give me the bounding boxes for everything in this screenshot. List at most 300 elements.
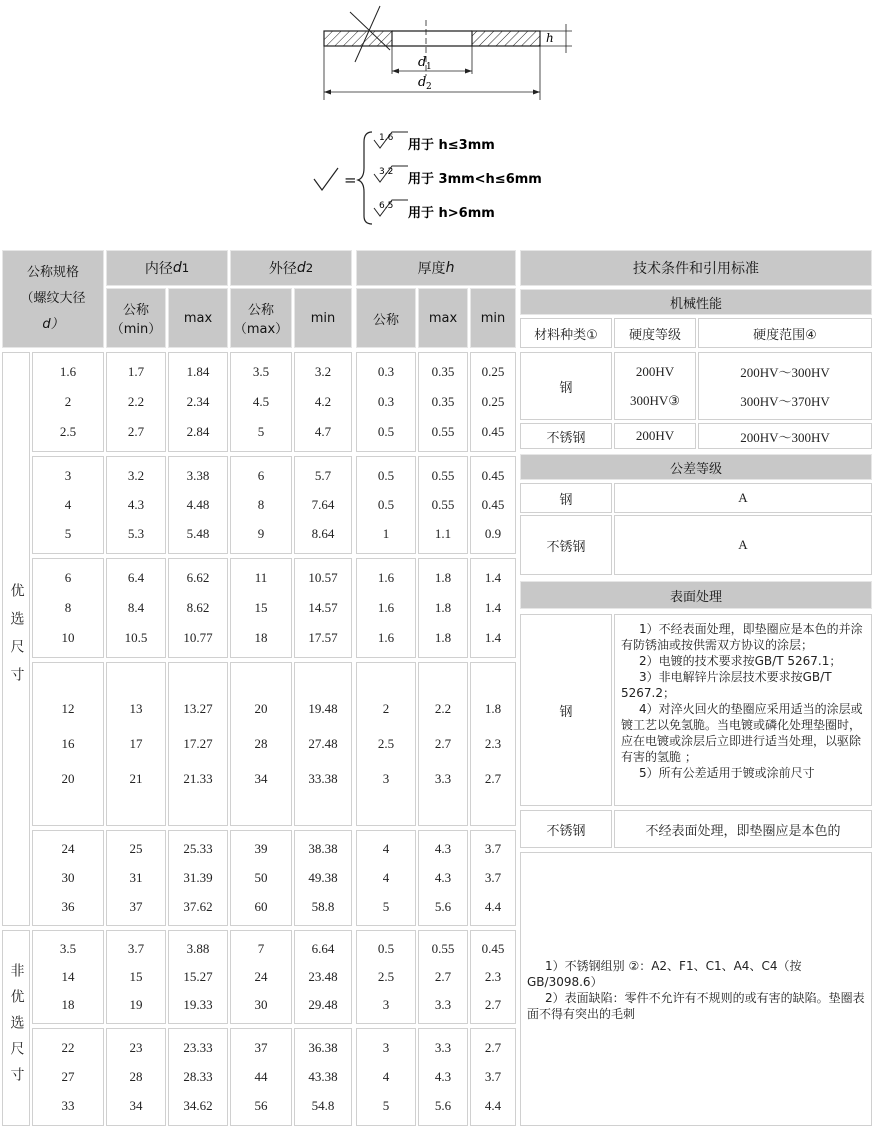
value-hmin: 2.7 [484, 1039, 502, 1055]
surf-item-5: 5）所有公差适用于镀或涂前尺寸 [639, 766, 815, 780]
value-hmax: 2.7 [434, 969, 452, 984]
cell-hmax [418, 352, 468, 452]
value-d1max: 2.84 [186, 424, 210, 439]
cell-hmin [470, 930, 516, 1024]
value-d2: 5 [257, 424, 265, 439]
group-nonpreferred-label: 非优选尺寸 [8, 963, 25, 1093]
value-h: 0.5 [377, 467, 395, 483]
value-d1max: 1.84 [186, 364, 210, 379]
washer-spec-table [0, 242, 884, 1140]
value-d2min: 43.38 [308, 1068, 338, 1084]
cell-d1 [106, 930, 166, 1024]
value-hmin: 3.7 [484, 1068, 502, 1084]
mech-col-material-label: 材料种类① [534, 327, 598, 343]
value-d1max: 23.33 [183, 1039, 213, 1055]
value-h: 3 [382, 997, 390, 1012]
mech-ss-range-value: 200HV～300HV [740, 429, 830, 445]
header-inner-dia [106, 250, 228, 286]
value-hmin: 0.45 [481, 941, 505, 956]
value-d: 30 [61, 869, 75, 885]
value-d2: 37 [254, 1039, 268, 1055]
value-hmin: 1.4 [484, 630, 502, 645]
value-h: 3 [382, 771, 390, 786]
surf-steel [520, 614, 612, 806]
col-outer-min [294, 288, 352, 348]
cell-d1max [168, 352, 228, 452]
tol-title-label: 公差等级 [669, 461, 722, 477]
value-d2min: 8.64 [311, 526, 335, 542]
group-preferred-label: 优选尺寸 [8, 583, 25, 695]
value-d2min: 7.64 [311, 496, 335, 512]
value-d2: 28 [254, 736, 268, 751]
value-hmax: 3.3 [434, 997, 452, 1012]
mech-col-grade-label: 硬度等级 [628, 327, 681, 343]
value-d2: 18 [254, 630, 268, 645]
cell-d [32, 1028, 104, 1126]
value-d2: 7 [257, 941, 265, 956]
surf-title-label: 表面处理 [669, 589, 722, 605]
value-d2min: 58.8 [311, 898, 335, 914]
header-spec-d: d） [42, 317, 64, 332]
value-d2min: 3.2 [314, 364, 332, 379]
cell-hmax [418, 930, 468, 1024]
tol-stainless [520, 515, 612, 575]
value-d2min: 54.8 [311, 1098, 335, 1114]
cell-hmin [470, 830, 516, 926]
mech-grade-2: 300HV③ [630, 392, 680, 408]
value-d1: 37 [129, 898, 143, 914]
cell-h [356, 352, 416, 452]
value-d2: 50 [254, 869, 268, 885]
header-thickness-label: 厚度 [417, 261, 446, 277]
value-hmax: 4.3 [434, 841, 452, 857]
value-h: 0.5 [377, 496, 395, 512]
value-d1: 21 [129, 771, 143, 786]
value-d1max: 5.48 [186, 526, 210, 542]
surf-item-4: 4）对淬火回火的垫圈应采用适当的涂层或镀工艺以免氢脆。当电镀或磷化处理垫圈时，应在电镀或涂层后立即进行适当处理，以驱除有害的氢脆 ； [621, 702, 863, 764]
value-d1max: 4.48 [186, 496, 210, 512]
value-d2: 6 [257, 467, 265, 483]
label-h: h [546, 31, 554, 45]
cell-h [356, 1028, 416, 1126]
value-d1: 34 [129, 1098, 143, 1114]
cell-d1max [168, 662, 228, 826]
value-h: 1.6 [377, 600, 395, 615]
cell-d1 [106, 1028, 166, 1126]
header-thickness [356, 250, 516, 286]
value-hmin: 0.9 [484, 526, 502, 542]
header-outer-dia [230, 250, 352, 286]
mech-range-1: 200HV～300HV [740, 365, 830, 380]
value-d1max: 31.39 [183, 869, 213, 885]
header-spec-sub: （螺纹大径 [20, 291, 86, 306]
col-outer-min-label: min [310, 310, 336, 326]
value-d1max: 17.27 [183, 736, 213, 751]
value-d: 5 [64, 526, 72, 542]
col-thick-nominal-label: 公称 [372, 312, 399, 328]
surf-steel-text [614, 614, 872, 806]
col-thick-min-label: min [480, 310, 506, 326]
value-d1: 8.4 [127, 600, 145, 615]
roughness-ra-3: 6.5 [379, 201, 394, 211]
value-d2min: 5.7 [314, 467, 332, 483]
value-d2min: 29.48 [308, 997, 338, 1012]
value-hmin: 2.3 [484, 736, 502, 751]
value-d2min: 36.38 [308, 1039, 338, 1055]
value-d2: 11 [254, 570, 268, 585]
tol-steel-label: 钢 [559, 492, 573, 508]
header-outer-label: 外径 [268, 261, 297, 277]
roughness-ra-1: 1.6 [379, 133, 394, 143]
value-hmin: 3.7 [484, 869, 502, 885]
value-d: 2.5 [59, 424, 77, 439]
cell-d1max [168, 456, 228, 554]
value-h: 1.6 [377, 570, 395, 585]
value-d2: 3.5 [252, 364, 270, 379]
tol-steel-value [614, 483, 872, 513]
cell-d1max [168, 558, 228, 658]
label-d2: d [418, 75, 427, 90]
note-1: 1）不锈钢组别 ②：A2、F1、C1、A4、C4（按 GB/3098.6） [527, 959, 802, 989]
value-d1: 2.7 [127, 424, 145, 439]
cell-d [32, 558, 104, 658]
mech-col-grade [614, 318, 696, 348]
cell-d2min [294, 930, 352, 1024]
value-d1max: 13.27 [183, 701, 213, 716]
value-hmax: 4.3 [434, 1068, 452, 1084]
value-hmax: 0.35 [431, 394, 455, 409]
value-hmin: 0.45 [481, 467, 505, 483]
cell-d2 [230, 830, 292, 926]
value-d: 4 [64, 496, 72, 512]
cell-d2min [294, 456, 352, 554]
header-inner-label: 内径 [144, 261, 173, 277]
value-d: 2 [64, 394, 72, 409]
mech-col-range-label: 硬度范围④ [753, 327, 817, 343]
value-h: 2.5 [377, 969, 395, 984]
value-h: 2.5 [377, 736, 395, 751]
value-d: 33 [61, 1098, 75, 1114]
value-d1: 2.2 [127, 394, 145, 409]
value-d2: 20 [254, 701, 268, 716]
value-d1: 3.7 [127, 941, 145, 956]
value-d2: 15 [254, 600, 268, 615]
value-hmin: 1.4 [484, 600, 502, 615]
value-d2min: 33.38 [308, 771, 338, 786]
value-h: 1 [382, 526, 390, 542]
value-d: 3 [64, 467, 72, 483]
value-h: 4 [382, 1068, 390, 1084]
value-d2min: 23.48 [308, 969, 338, 984]
value-d1: 3.2 [127, 467, 145, 483]
value-d: 36 [61, 898, 75, 914]
value-d: 14 [61, 969, 75, 984]
value-d1: 4.3 [127, 496, 145, 512]
value-d1max: 10.77 [183, 630, 213, 645]
header-tech [520, 250, 872, 286]
value-d1max: 3.88 [186, 941, 210, 956]
value-d: 16 [61, 736, 75, 751]
roughness-legend [300, 124, 590, 228]
col-inner-nominal-l1: 公称 [122, 303, 149, 318]
surf-ss-text [614, 810, 872, 848]
tol-stainless-label: 不锈钢 [546, 539, 586, 555]
cell-hmin [470, 558, 516, 658]
cell-d1 [106, 352, 166, 452]
col-thick-max-label: max [428, 310, 458, 326]
value-h: 0.5 [377, 941, 395, 956]
value-hmin: 0.45 [481, 424, 505, 439]
value-hmax: 5.6 [434, 898, 452, 914]
col-thick-nominal [356, 288, 416, 348]
cell-d1 [106, 558, 166, 658]
col-inner-max-label: max [183, 310, 213, 326]
cell-d2 [230, 1028, 292, 1126]
mech-ss-grade-value: 200HV [635, 428, 675, 443]
value-d2: 39 [254, 841, 268, 857]
value-hmax: 0.55 [431, 467, 455, 483]
value-d2min: 38.38 [308, 841, 338, 857]
value-d2: 30 [254, 997, 268, 1012]
col-outer-nominal-l1: 公称 [247, 303, 274, 318]
cell-hmax [418, 456, 468, 554]
col-inner-nominal [106, 288, 166, 348]
mech-steel-label: 钢 [559, 380, 573, 396]
label-d1-sub: 1 [426, 62, 432, 72]
value-h: 5 [382, 898, 390, 914]
value-h: 0.3 [377, 364, 395, 379]
cell-h [356, 930, 416, 1024]
cell-h [356, 662, 416, 826]
value-d1max: 8.62 [186, 600, 210, 615]
roughness-text-2: 用于 3mm<h≤6mm [408, 172, 542, 187]
value-d2min: 19.48 [308, 701, 338, 716]
value-d2min: 14.57 [308, 600, 338, 615]
value-hmin: 2.7 [484, 771, 502, 786]
tol-steel-grade: A [738, 490, 748, 505]
value-d2min: 4.7 [314, 424, 332, 439]
value-hmax: 0.55 [431, 941, 455, 956]
value-d1max: 6.62 [186, 570, 210, 585]
value-hmin: 4.4 [484, 1098, 502, 1114]
group-nonpreferred [2, 930, 30, 1126]
cell-h [356, 830, 416, 926]
surf-steel-label: 钢 [559, 704, 573, 720]
value-d: 22 [61, 1039, 75, 1055]
cell-d2 [230, 930, 292, 1024]
value-d: 3.5 [59, 941, 77, 956]
surf-stainless [520, 810, 612, 848]
value-d1: 28 [129, 1068, 143, 1084]
cell-d [32, 830, 104, 926]
mech-title-label: 机械性能 [669, 296, 722, 312]
tol-title [520, 454, 872, 480]
equals-sign: = [344, 171, 357, 189]
value-d2min: 4.2 [314, 394, 332, 409]
mech-range-2: 300HV～370HV [740, 394, 830, 409]
value-d: 1.6 [59, 364, 77, 379]
value-d: 27 [61, 1068, 75, 1084]
value-h: 5 [382, 1098, 390, 1114]
value-d1: 19 [129, 997, 143, 1012]
mech-col-range [698, 318, 872, 348]
value-h: 3 [382, 1039, 390, 1055]
cell-h [356, 456, 416, 554]
header-inner-sub: 1 [181, 261, 190, 275]
mech-grade-1: 200HV [635, 363, 675, 379]
roughness-text-3: 用于 h>6mm [408, 206, 495, 221]
value-d1: 6.4 [127, 570, 145, 585]
cell-d2min [294, 558, 352, 658]
value-d1: 15 [129, 969, 143, 984]
value-d2: 44 [254, 1068, 268, 1084]
value-d1: 25 [129, 841, 143, 857]
cell-d1 [106, 830, 166, 926]
value-d: 12 [61, 701, 75, 716]
value-d2min: 49.38 [308, 869, 338, 885]
value-hmax: 4.3 [434, 869, 452, 885]
header-spec [2, 250, 104, 348]
value-hmin: 4.4 [484, 898, 502, 914]
value-h: 4 [382, 841, 390, 857]
value-d1max: 19.33 [183, 997, 213, 1012]
value-d: 6 [64, 570, 72, 585]
cell-d1max [168, 830, 228, 926]
header-thickness-sym: h [445, 260, 455, 276]
cell-d1max [168, 1028, 228, 1126]
mech-steel [520, 352, 612, 420]
cell-hmax [418, 558, 468, 658]
value-d1: 13 [129, 701, 143, 716]
surf-item-3: 3）非电解锌片涂层技术要求按GB/T 5267.2； [621, 670, 832, 700]
header-outer-sym: d [296, 260, 306, 276]
cell-d1 [106, 456, 166, 554]
cell-d2min [294, 1028, 352, 1126]
note-2: 2）表面缺陷：零件不允许有不规则的或有害的缺陷。垫圈表面不得有突出的毛刺 [527, 991, 865, 1021]
cell-d1 [106, 662, 166, 826]
cell-d2min [294, 662, 352, 826]
value-hmax: 1.8 [434, 570, 452, 585]
value-h: 1.6 [377, 630, 395, 645]
cell-hmax [418, 1028, 468, 1126]
value-d2: 8 [257, 496, 265, 512]
cell-hmin [470, 456, 516, 554]
value-d1max: 15.27 [183, 969, 213, 984]
tol-ss-value [614, 515, 872, 575]
cell-hmax [418, 662, 468, 826]
mech-title [520, 289, 872, 315]
value-d1max: 3.38 [186, 467, 210, 483]
value-d1: 23 [129, 1039, 143, 1055]
roughness-text-1: 用于 h≤3mm [408, 138, 495, 153]
value-hmax: 1.8 [434, 630, 452, 645]
surf-ss-value: 不经表面处理，即垫圈应是本色的 [645, 823, 841, 839]
value-d: 10 [61, 630, 75, 645]
roughness-ra-2: 3.2 [379, 167, 394, 177]
cell-d1max [168, 930, 228, 1024]
cell-d2 [230, 456, 292, 554]
value-hmax: 2.2 [434, 701, 452, 716]
mech-steel-range [698, 352, 872, 420]
value-d2: 60 [254, 898, 268, 914]
value-hmax: 3.3 [434, 1039, 452, 1055]
value-d1: 17 [129, 736, 143, 751]
value-d1max: 37.62 [183, 898, 213, 914]
label-d2-sub: 2 [426, 82, 432, 92]
value-h: 2 [382, 701, 390, 716]
header-outer-sub: 2 [305, 261, 314, 275]
value-d2: 4.5 [252, 394, 270, 409]
washer-drawing [300, 4, 580, 106]
cell-hmin [470, 662, 516, 826]
value-d1max: 2.34 [186, 394, 210, 409]
col-thick-max [418, 288, 468, 348]
surf-item-1: 1）不经表面处理，即垫圈应是本色的并涂有防锈油或按供需双方协议的涂层； [621, 622, 863, 652]
value-d2min: 17.57 [308, 630, 338, 645]
header-tech-label: 技术条件和引用标准 [633, 261, 759, 277]
notes [520, 852, 872, 1126]
value-hmin: 0.45 [481, 496, 505, 512]
value-d: 20 [61, 771, 75, 786]
cell-d2 [230, 558, 292, 658]
value-d2: 34 [254, 771, 268, 786]
value-d: 24 [61, 841, 75, 857]
header-inner-sym: d [172, 260, 182, 276]
value-hmax: 0.55 [431, 424, 455, 439]
cell-d2min [294, 830, 352, 926]
header-spec-label: 公称规格 [26, 265, 79, 280]
cell-d2 [230, 662, 292, 826]
value-d2min: 27.48 [308, 736, 338, 751]
mech-stainless [520, 423, 612, 449]
value-h: 0.5 [377, 424, 395, 439]
value-hmax: 3.3 [434, 771, 452, 786]
value-d2: 9 [257, 526, 265, 542]
value-hmax: 1.8 [434, 600, 452, 615]
cell-hmax [418, 830, 468, 926]
value-h: 4 [382, 869, 390, 885]
value-hmin: 2.7 [484, 997, 502, 1012]
value-d1: 1.7 [127, 364, 145, 379]
value-d2: 24 [254, 969, 268, 984]
value-d1max: 28.33 [183, 1068, 213, 1084]
surf-title [520, 581, 872, 609]
cell-d2 [230, 352, 292, 452]
value-d1: 31 [129, 869, 143, 885]
tol-steel [520, 483, 612, 513]
value-d2: 56 [254, 1098, 268, 1114]
mech-ss-grade [614, 423, 696, 449]
group-preferred [2, 352, 30, 926]
col-inner-max [168, 288, 228, 348]
value-d1max: 21.33 [183, 771, 213, 786]
value-hmax: 0.55 [431, 496, 455, 512]
value-d1: 10.5 [124, 630, 148, 645]
col-inner-nominal-l2: （min） [110, 322, 162, 337]
value-hmin: 0.25 [481, 364, 505, 379]
cell-d [32, 456, 104, 554]
mech-ss-range [698, 423, 872, 449]
value-d1max: 34.62 [183, 1098, 213, 1114]
value-d: 8 [64, 600, 72, 615]
value-hmax: 1.1 [434, 526, 452, 542]
value-d2min: 6.64 [311, 941, 335, 956]
value-d2min: 10.57 [308, 570, 338, 585]
cell-d [32, 352, 104, 452]
cell-h [356, 558, 416, 658]
value-hmax: 2.7 [434, 736, 452, 751]
mech-steel-grade [614, 352, 696, 420]
